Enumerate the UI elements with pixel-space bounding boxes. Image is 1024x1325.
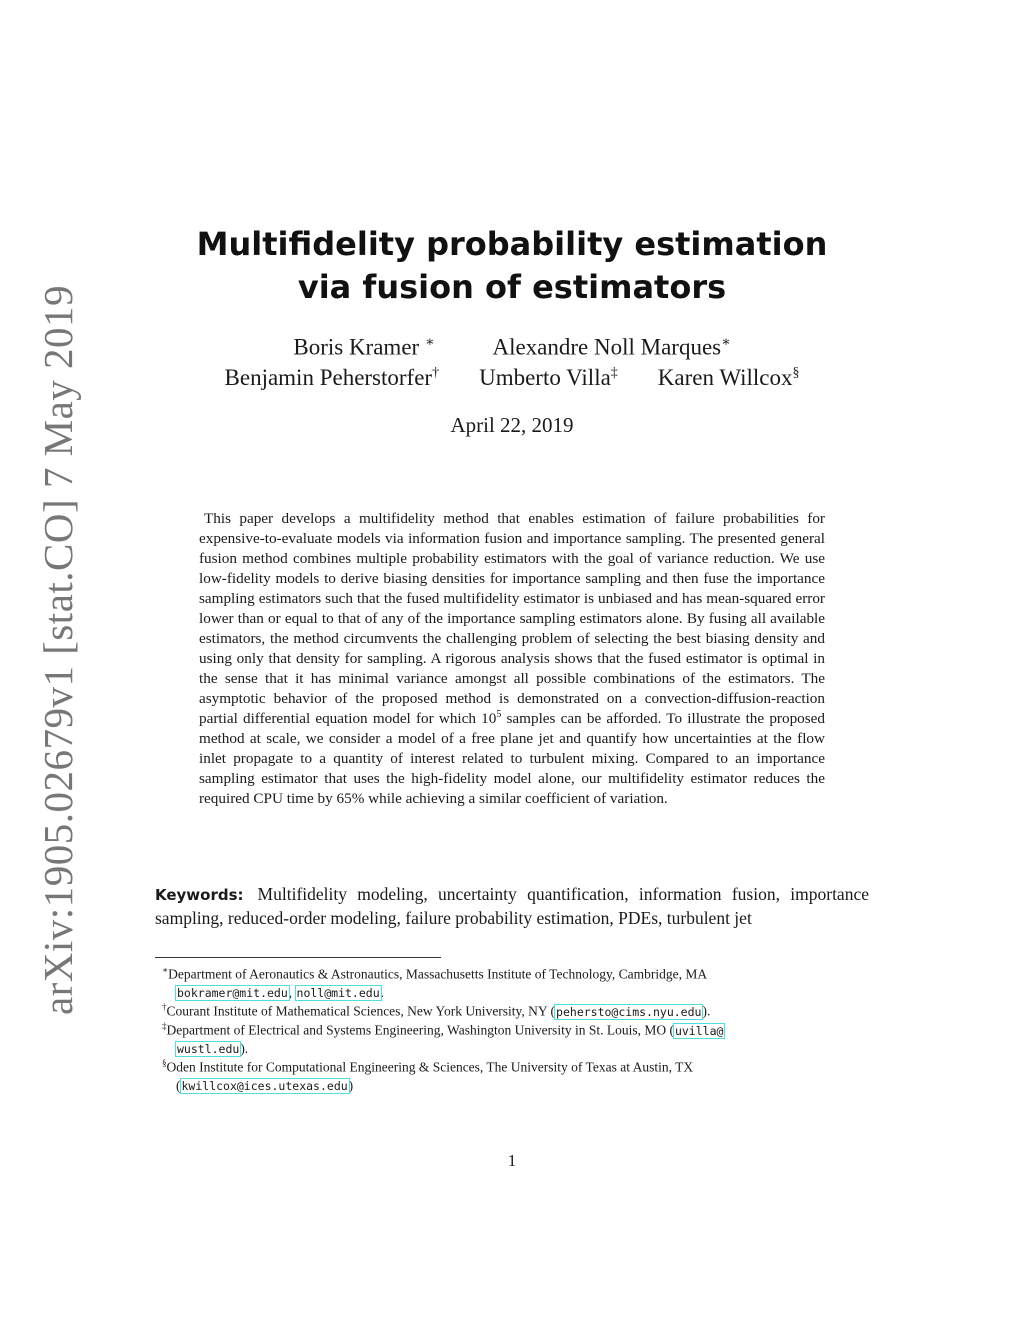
email-link-kwillcox[interactable]: kwillcox@ices.utexas.edu bbox=[181, 1078, 348, 1093]
page-number: 1 bbox=[507, 1151, 517, 1170]
title-line-2: via fusion of estimators bbox=[297, 268, 727, 306]
email-link-noll[interactable]: noll@mit.edu bbox=[296, 985, 380, 1000]
author-row-2 bbox=[0, 365, 1024, 391]
email-link-uvilla[interactable]: uvilla@ bbox=[674, 1023, 724, 1038]
footnote-wustl: ‡Department of Electrical and Systems Engineering, Washington University in St. Louis, MO (uvilla@ wustl.edu). bbox=[162, 1021, 724, 1056]
author-row-1 bbox=[0, 334, 1024, 361]
keywords bbox=[155, 883, 869, 930]
keywords-text: Multifidelity modeling, uncertainty quantification, information fusion, importance sampling, reduced-order modeling, failure probability estimation, PDEs, turbulent jet bbox=[155, 884, 869, 928]
footnote-utexas: §Oden Institute for Computational Engineering & Sciences, The University of Texas at Austin, TX (kwillcox@ices.utexas.edu) bbox=[162, 1058, 694, 1093]
author-marques: Alexandre Noll Marques∗ bbox=[492, 334, 731, 360]
footnote-nyu: †Courant Institute of Mathematical Sciences, New York University, NY (pehersto@cims.nyu.edu). bbox=[162, 1002, 711, 1019]
author-peherstorfer: Benjamin Peherstorfer† bbox=[224, 365, 440, 390]
arxiv-identifier-stamp: arXiv:1905.02679v1 [stat.CO] 7 May 2019 bbox=[35, 284, 81, 1016]
email-link-bokramer[interactable]: bokramer@mit.edu bbox=[177, 985, 288, 1000]
paper-title bbox=[0, 223, 1024, 309]
author-willcox: Karen Willcox§ bbox=[657, 365, 800, 390]
footnote-divider bbox=[155, 957, 441, 958]
email-link-pehersto[interactable]: pehersto@cims.nyu.edu bbox=[556, 1004, 702, 1019]
author-kramer: Boris Kramer ∗ bbox=[293, 334, 435, 360]
email-link-uvilla-continued[interactable]: wustl.edu bbox=[177, 1041, 240, 1056]
author-villa: Umberto Villa‡ bbox=[479, 365, 618, 390]
keywords-label: Keywords: bbox=[155, 886, 244, 904]
abstract: This paper develops a multifidelity method that enables estimation of failure probabilities for expensive-to-evaluate models via information fusion and importance sampling. The presented general fusion method combines multiple probability estimators with the goal of variance reduction. We use low-fidelity models to derive biasing densities for importance sampling and then fuse the importance sampling estimators such that the fused multifidelity estimator is unbiased and has mean-squared error lower than or equal to that of any of the importance sampling estimators alone. By fusing all available estimators, the method circumvents the challenging problem of selecting the best biasing density and using only that density for sampling. A rigorous analysis shows that the fused estimator is optimal in the sense that it has minimal variance amongst all possible combinations of the estimators. The asymptotic behavior of the proposed method is demonstrated on a convection-diffusion-reaction partial differential equation model for which $10^5$ samples can be afforded. To illustrate the proposed method at scale, we consider a model of a free plane jet and quantify how uncertainties at the flow inlet propagate to a quantity of interest related to turbulent mixing. Compared to an importance sampling estimator that uses the high-fidelity model alone, our multifidelity estimator reduces the required CPU time by 65% while achieving a similar coefficient of variation. bbox=[199, 510, 825, 807]
paper-date: April 22, 2019 bbox=[450, 413, 574, 437]
title-line-1: Multifidelity probability estimation bbox=[196, 225, 828, 263]
footnote-mit: ∗Department of Aeronautics & Astronautics, Massachusetts Institute of Technology, Cambridge, MA bokramer@mit.edu, noll@mit.edu. bbox=[162, 965, 708, 1000]
